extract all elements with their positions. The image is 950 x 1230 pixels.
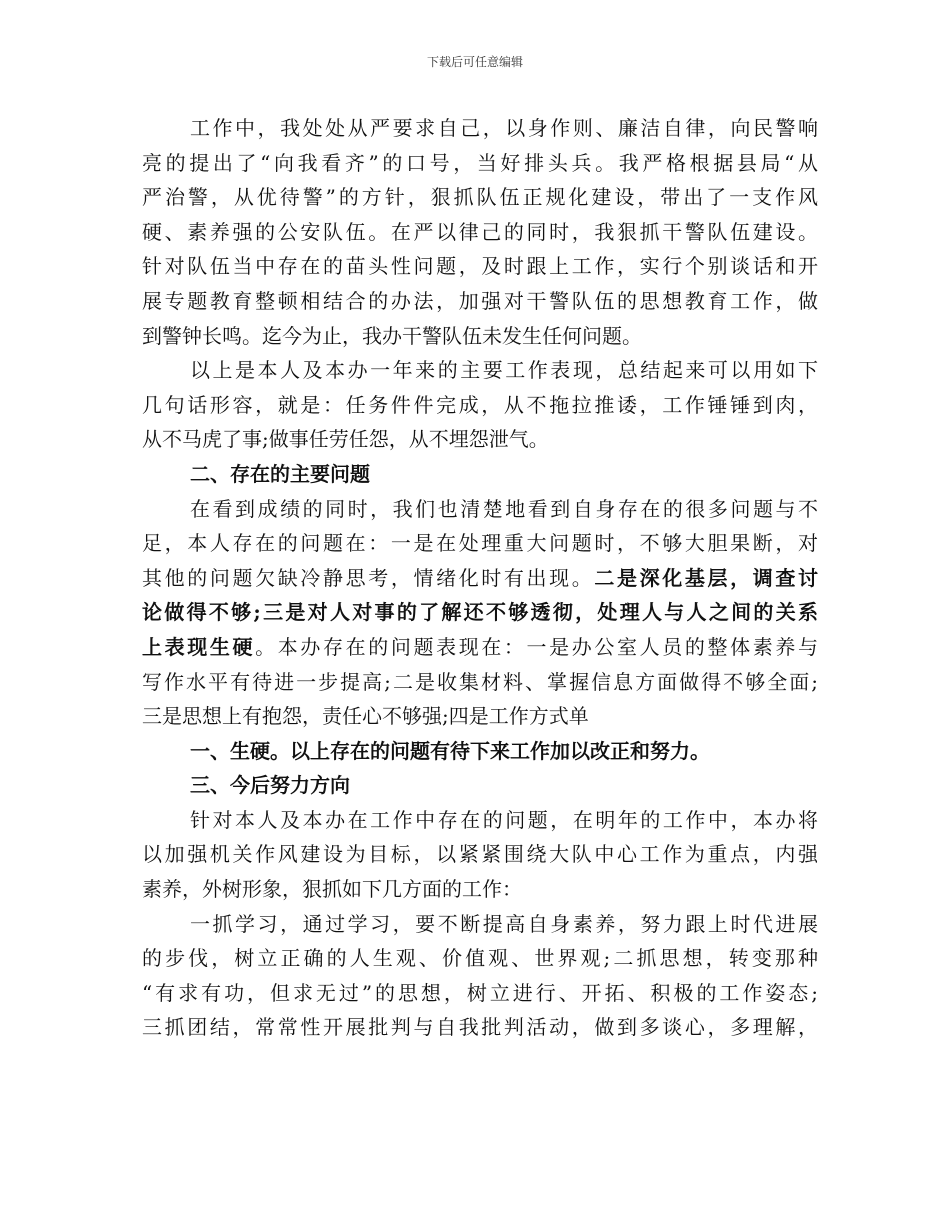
text-line [142,146,818,181]
text-line-bold-segment: 二是深化基层，调查讨 [594,565,819,590]
text-line-segment: 工作中，我处处从严要求自己，以身作则、廉洁自律，向民警响 [190,116,818,140]
text-line-segment: 素养，外树形象，狠抓如下几方面的工作： [142,877,522,902]
text-line [142,457,818,492]
text-line-segment: 以加强机关作风建设为目标，以紧紧围绕大队中心工作为重点，内强 [142,842,818,867]
text-line-segment: 亮的提出了“向我看齐”的口号，当好排头兵。我严格根据县局“从 [142,150,818,175]
text-line-segment: 写作水平有待进一步提高;二是收集材料、掌握信息方面做得不够全面; [142,669,818,694]
text-line-segment: 一抓学习，通过学习，要不断提高自身素养，努力跟上时代进展 [190,911,818,936]
text-line [142,561,818,596]
text-line-segment: 严治警，从优待警”的方针，狠抓队伍正规化建设，带出了一支作风 [142,185,818,210]
text-line-segment: 三是思想上有抱怨，责任心不够强;四是工作方式单 [142,704,589,729]
text-line [142,907,818,942]
text-line [142,837,818,872]
text-line-segment: “有求有功，但求无过”的思想，树立进行、开拓、积极的工作姿态; [142,980,818,1005]
text-line-segment: 一、生硬。以上存在的问题有待下来工作加以改正和努力。 [190,738,710,763]
document-body [142,111,818,1045]
text-line-segment: 三抓团结，常常性开展批判与自我批判活动，做到多谈心，多理解， [142,1015,818,1040]
text-line-segment: 论做得不够;三是对人对事的了解还不够透彻，处理人与人之间的关系 [142,600,818,625]
text-line [142,111,818,146]
text-line [142,492,818,527]
text-line [142,734,818,769]
text-line [142,249,818,284]
text-line [142,526,818,561]
text-line [142,353,818,388]
text-line [142,803,818,838]
text-line-segment: 从不马虎了事;做事任劳任怨，从不埋怨泄气。 [142,427,549,452]
text-line [142,768,818,803]
text-line-segment: 其他的问题欠缺冷静思考，情绪化时有出现。 [142,565,595,590]
text-line [142,665,818,700]
text-line [142,215,818,250]
text-line [142,699,818,734]
text-line-segment: 二、存在的主要问题 [190,461,370,486]
text-line [142,1010,818,1045]
text-line [142,595,818,630]
text-line [142,284,818,319]
text-line [142,422,818,457]
text-line-segment: 三、今后努力方向 [190,773,350,798]
text-line-segment: 以上是本人及本办一年来的主要工作表现，总结起来可以用如下 [190,358,818,383]
text-line [142,976,818,1011]
text-line [142,872,818,907]
text-line-segment: 硬、素养强的公安队伍。在严以律己的同时，我狠抓干警队伍建设。 [142,219,818,244]
text-line [142,388,818,423]
text-line [142,180,818,215]
text-line-segment: 上表现生硬 [142,634,256,659]
text-line-segment: 几句话形容，就是：任务件件完成，从不拖拉推诿，工作锤锤到肉， [142,392,818,417]
text-line-plain-segment: 。本办存在的问题表现在：一是办公室人员的整体素养与 [255,634,819,659]
text-line-segment: 展专题教育整顿相结合的办法，加强对干警队伍的思想教育工作，做 [142,288,818,313]
text-line [142,319,818,354]
text-line-segment: 针对本人及本办在工作中存在的问题，在明年的工作中，本办将 [190,807,818,832]
text-line-segment: 足，本人存在的问题在：一是在处理重大问题时，不够大胆果断，对 [142,531,818,556]
text-line [142,630,818,665]
text-line [142,941,818,976]
text-line-segment: 的步伐，树立正确的人生观、价值观、世界观;二抓思想，转变那种 [142,946,818,971]
text-line-segment: 针对队伍当中存在的苗头性问题，及时跟上工作，实行个别谈话和开 [142,254,818,279]
page-header: 下载后可任意编辑 [426,55,523,69]
text-line-segment: 在看到成绩的同时，我们也清楚地看到自身存在的很多问题与不 [190,496,818,521]
text-line-segment: 到警钟长鸣。迄今为止，我办干警队伍未发生任何问题。 [142,323,642,348]
